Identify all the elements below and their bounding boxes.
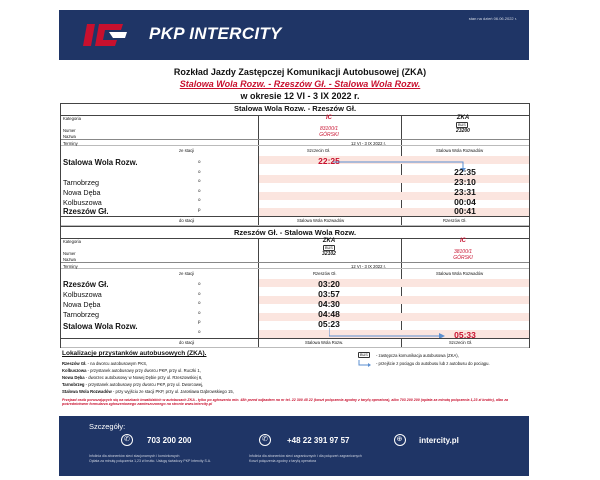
arrival-time: 23:31 <box>454 187 476 197</box>
legend-item: Nowa Dęba - dworzec autobusowy w Nowej Dębie przy ul. Rzeszowskiej 6, <box>62 375 203 380</box>
stop-marker: o <box>198 329 201 334</box>
departure-time: 03:20 <box>318 279 340 289</box>
stop-name: Stalowa Wola Rozw. <box>63 322 138 331</box>
footer-banner <box>59 416 529 476</box>
bus-icon: BUS <box>458 123 466 127</box>
stop-name: Tarnobrzeg <box>63 178 99 187</box>
period-title: w okresie 12 VI - 3 IX 2022 r. <box>240 91 360 101</box>
stop-name: Kolbuszowa <box>63 198 102 207</box>
stop-marker: p <box>198 319 201 325</box>
stop-name: Tarnobrzeg <box>63 310 99 319</box>
to-station-2: Rzeszów Gł. <box>443 218 467 223</box>
phone-number-2[interactable]: +48 22 391 97 57 <box>287 436 350 445</box>
label-ze-stacji: ze stacji <box>179 148 195 153</box>
footer-title: Szczegóły: <box>89 422 126 431</box>
departure-time: 05:23 <box>318 319 340 329</box>
arrival-time: 22:35 <box>454 167 476 177</box>
status-date: stan na dzień 06.06.2022 r. <box>468 16 517 21</box>
stop-marker: p <box>198 207 201 212</box>
from-station-1: Rzeszów Gł. <box>313 271 337 276</box>
departure-time: 04:30 <box>318 299 340 309</box>
stop-marker: o <box>198 290 201 296</box>
label-numer: Numer <box>63 251 76 256</box>
page-title: Rozkład Jazdy Zastępczej Komunikacji Autobusowej (ZKA) <box>173 67 427 77</box>
stop-marker: o <box>198 187 201 193</box>
phone-number-1[interactable]: 703 200 200 <box>147 436 192 445</box>
arrival-time: 05:33 <box>454 330 476 340</box>
web-icon: ⊕ <box>394 434 406 446</box>
stop-marker: o <box>198 178 201 184</box>
stop-name: Nowa Dęba <box>63 300 101 309</box>
phone2-note: Koszt połączenia zgodny z taryfą operatora <box>249 459 317 463</box>
accessibility-note: Przejazd osób poruszających się na wózkach inwalidzkich w autobusach ZKA - tylko po zgłoszeniu min. 48h przed odjazdem na nr tel. 22 300 45 22 (koszt połączenia zgodny z taryfą operatora), albo 703 200 200 (opłata za minutę połączenia 1,23 zł brutto), albo za pośrednictwem formularza zgłoszeniowego zamieszczonego na stronie www.intercity.pl <box>62 398 509 406</box>
train-number: 83100/1 <box>319 126 339 132</box>
phone1-note: Opłata za minutę połączenia 1,23 zł brutto. Usługę świadczy PKP Intercity S.A. <box>89 459 212 463</box>
label-terminy: Terminy <box>63 141 78 146</box>
transfer-legend-text: - przejście z pociągu do autobusu lub z autobusu do pociągu. <box>376 361 490 366</box>
label-do-stacji: do stacji <box>179 218 195 223</box>
bus-category: ZKA <box>322 238 336 244</box>
bus-legend-icon: BUS <box>360 353 368 357</box>
stop-marker: o <box>198 159 201 164</box>
label-nazwa: Nazwa <box>63 134 76 139</box>
to-station-1: Stalowa Wola Rozwadów <box>297 218 345 223</box>
stop-marker: o <box>198 281 201 286</box>
website-link[interactable]: intercity.pl <box>419 436 459 445</box>
stop-name: Rzeszów Gł. <box>63 207 109 216</box>
train-name: GÓRSKI <box>453 255 473 261</box>
arrival-time: 00:04 <box>454 197 476 207</box>
legend-item: Tarnobrzeg - przystanek autobusowy przy dworcu PKP, przy ul. Dworcowej, <box>62 382 204 387</box>
label-kategoria: Kategoria <box>63 239 81 244</box>
timetable-section-2 <box>60 226 530 348</box>
pkp-intercity-logo-icon <box>83 22 127 48</box>
bus-category: ZKA <box>456 115 470 121</box>
label-nazwa: Nazwa <box>63 257 76 262</box>
stop-name: Stalowa Wola Rozw. <box>63 158 138 167</box>
stop-name: Rzeszów Gł. <box>63 280 109 289</box>
stop-marker: o <box>198 168 201 174</box>
train-name: GÓRSKI <box>319 132 339 138</box>
stop-name: Kolbuszowa <box>63 290 102 299</box>
to-station-2: Szczecin Gł. <box>449 340 473 345</box>
from-station-1: Szczecin Gł. <box>307 148 331 153</box>
phone-icon: ✆ <box>121 434 133 446</box>
terminy-value: 12 VI - 3 IX 2022 r. <box>351 264 386 269</box>
departure-time: 03:57 <box>318 289 340 299</box>
bus-number: 32102 <box>322 251 336 257</box>
brand-name: PKP INTERCITY <box>149 24 282 43</box>
phone1-note: Infolinia dla abonentów sieci stacjonarnych i komórkowych <box>89 454 180 458</box>
from-station-2: Stalowa Wola Rozwadów <box>436 148 484 153</box>
terminy-value: 12 VI - 3 IX 2022 r. <box>351 141 386 146</box>
legend-item: Rzeszów Gł. - na dworcu autobusowym PKS, <box>62 361 148 366</box>
phone2-note: Infolinia dla abonentów sieci zagranicznych i dla połączeń zagranicznych <box>249 454 362 458</box>
train-number: 38100/1 <box>453 249 473 255</box>
arrival-time: 23:10 <box>454 177 476 187</box>
stop-name: Nowa Dęba <box>63 188 101 197</box>
timetable-section-1 <box>60 103 530 226</box>
section-title: Rzeszów Gł. - Stalowa Wola Rozw. <box>233 228 357 237</box>
departure-time: 22:25 <box>318 156 340 166</box>
bus-legend-text: - zastępcza komunikacja autobusowa (ZKA), <box>376 353 459 358</box>
stop-marker: o <box>198 197 201 203</box>
transfer-legend-icon <box>358 360 372 368</box>
bus-icon: BUS <box>325 246 333 250</box>
from-station-2: Stalowa Wola Rozwadów <box>436 271 484 276</box>
departure-time: 04:48 <box>318 309 340 319</box>
train-category: IC <box>460 238 466 244</box>
train-category: IC <box>326 115 332 121</box>
label-terminy: Terminy <box>63 264 78 269</box>
legend-title: Lokalizacje przystanków autobusowych (ZKA). <box>62 350 207 357</box>
stop-marker: o <box>198 300 201 306</box>
label-kategoria: Kategoria <box>63 116 81 121</box>
to-station-1: Stalowa Wola Rozw. <box>305 340 344 345</box>
label-do-stacji: do stacji <box>179 340 195 345</box>
label-numer: Numer <box>63 128 76 133</box>
stop-marker: o <box>198 309 201 315</box>
header-banner <box>59 10 529 60</box>
label-ze-stacji: ze stacji <box>179 271 195 276</box>
legend-item: Kolbuszowa - przystanek autobusowy przy dworcu PKP, przy ul. Ruczki 1, <box>62 368 201 373</box>
section-title: Stalowa Wola Rozw. - Rzeszów Gł. <box>233 104 357 113</box>
route-title: Stalowa Wola Rozw. - Rzeszów Gł. - Stalowa Wola Rozw. <box>179 79 421 89</box>
legend-item: Stalowa Wola Rozwadów - przy wyjściu ze stacji PKP, przy ul. Jarosława Dąbrowskiego 15, <box>62 389 234 394</box>
arrival-time: 00:41 <box>454 206 476 216</box>
phone-icon: ✆ <box>259 434 271 446</box>
bus-number: 23200 <box>456 128 470 134</box>
